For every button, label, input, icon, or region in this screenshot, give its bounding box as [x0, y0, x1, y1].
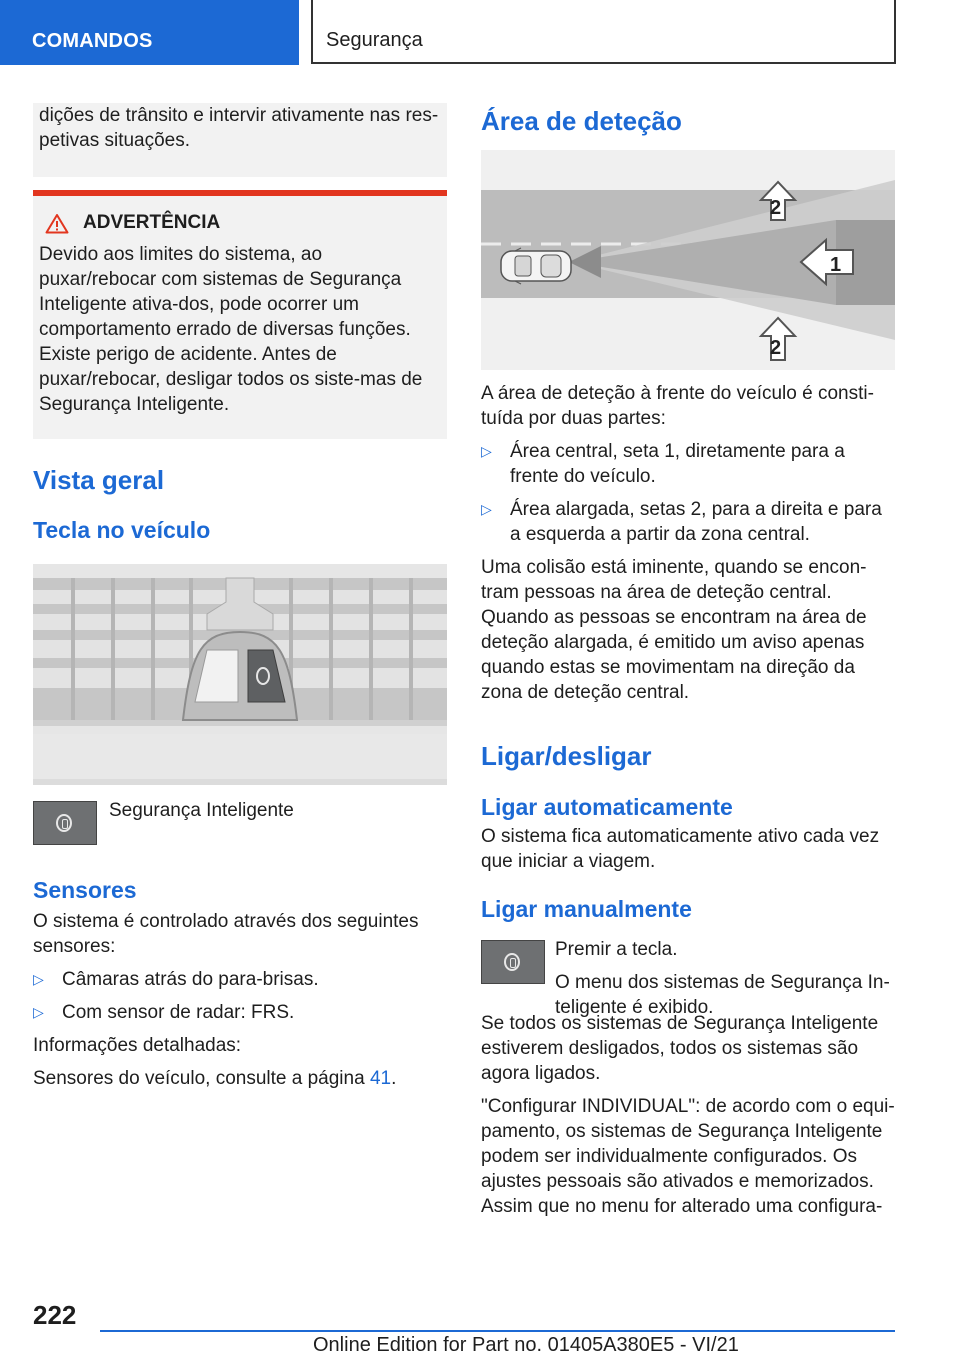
manual-step-1: Premir a tecla. — [555, 939, 678, 960]
list-item-text: Câmaras atrás do para-brisas. — [62, 969, 319, 990]
warning-heading — [45, 212, 441, 234]
reference-end: . — [391, 1068, 397, 1089]
heading-detection-area: Área de deteção — [481, 106, 682, 136]
list-item-text: Área alargada, setas 2, para a direita e para a esquerda a partir da zona central. — [510, 499, 882, 545]
page-number: 222 — [33, 1300, 77, 1330]
list-item — [33, 967, 447, 992]
footer-rule — [100, 1330, 895, 1332]
button-photo — [33, 564, 447, 785]
detection-diagram — [481, 150, 895, 370]
left-column — [33, 103, 447, 1091]
page-link[interactable]: 41 — [369, 1068, 392, 1089]
heading-manual: Ligar manualmente — [481, 896, 692, 922]
page-reference — [33, 1066, 447, 1091]
list-item — [33, 1000, 447, 1025]
arrow-label-2-bottom: 2 — [770, 337, 782, 359]
sensors-intro: O sistema é controlado através dos seguintes sensores: — [33, 911, 419, 957]
bullet-triangle-icon: ▷ — [481, 501, 492, 517]
warning-text: Devido aos limites do sistema, ao puxar/rebocar com sistemas de Segurança Inteligente ativa-dos, pode ocorrer um comportamento errado de diversas funções. Existe perigo de acidente. Antes de puxar/rebocar, desligar todos os siste-mas de Segurança Inteligente. — [39, 244, 423, 415]
grille-illustration — [33, 564, 447, 785]
arrow-label-2-top: 2 — [770, 197, 782, 219]
list-item-text: Área central, seta 1, diretamente para a frente do veículo. — [510, 441, 845, 487]
heading-overview: Vista geral — [33, 465, 165, 495]
footer-edition: Online Edition for Part no. 01405A380E5 - VI/21 — [313, 1334, 739, 1356]
bullet-triangle-icon: ▷ — [33, 971, 44, 987]
continued-text: dições de trânsito e intervir ativamente nas res-petivas situações. — [39, 105, 439, 151]
auto-text: O sistema fica automaticamente ativo cada vez que iniciar a viagem. — [481, 826, 880, 872]
continued-box — [33, 103, 447, 177]
bullet-triangle-icon: ▷ — [481, 443, 492, 459]
reference-text: Sensores do veículo, consulte a página — [33, 1068, 370, 1089]
manual-step-text — [555, 937, 895, 1020]
list-item — [481, 439, 895, 489]
warning-title: ADVERTÊNCIA — [83, 212, 221, 233]
page-header-title: Segurança — [311, 0, 896, 64]
area-text: Uma colisão está iminente, quando se encon-tram pessoas na área de deteção central. Quando as pessoas se encontram na área de deteção alargada, é emitido um aviso apenas quando estas se movimentam na direção da zona de deteção central. — [481, 557, 867, 703]
list-item-text: Com sensor de radar: FRS. — [62, 1002, 295, 1023]
manual-step — [481, 937, 895, 1020]
arrow-label-1: 1 — [830, 254, 842, 276]
heading-button: Tecla no veículo — [33, 517, 211, 543]
manual-paragraph-2: "Configurar INDIVIDUAL": de acordo com o equi-pamento, os sistemas de Segurança Inteligente podem ser individualmente configurados. Os ajustes pessoais são ativados e memorizados. Assim que no menu for alterado uma configura- — [481, 1096, 895, 1217]
intelligent-safety-button[interactable] — [481, 940, 545, 984]
intelligent-safety-icon — [504, 953, 520, 971]
button-legend — [33, 801, 447, 845]
manual-step-2: O menu dos sistemas de Segurança In-teligente é exibido. — [555, 972, 890, 1018]
bullet-triangle-icon: ▷ — [33, 1004, 44, 1020]
intelligent-safety-icon — [56, 814, 72, 832]
heading-auto: Ligar automaticamente — [481, 794, 733, 820]
heading-on-off: Ligar/desligar — [481, 741, 652, 771]
details-label: Informações detalhadas: — [33, 1035, 242, 1056]
warning-box — [33, 190, 447, 439]
manual-paragraph-1: Se todos os sistemas de Segurança Inteligente estiverem desligados, todos os sistemas são agora ligados. — [481, 1013, 879, 1084]
section-tab: COMANDOS — [0, 0, 299, 65]
detection-figure — [481, 150, 895, 370]
right-column — [481, 103, 895, 1219]
area-intro: A área de deteção à frente do veículo é consti-tuída por duas partes: — [481, 383, 874, 429]
button-caption: Segurança Inteligente — [109, 800, 294, 821]
warning-icon — [45, 213, 69, 234]
intelligent-safety-button[interactable] — [33, 801, 97, 845]
heading-sensors: Sensores — [33, 877, 137, 903]
list-item — [481, 497, 895, 547]
